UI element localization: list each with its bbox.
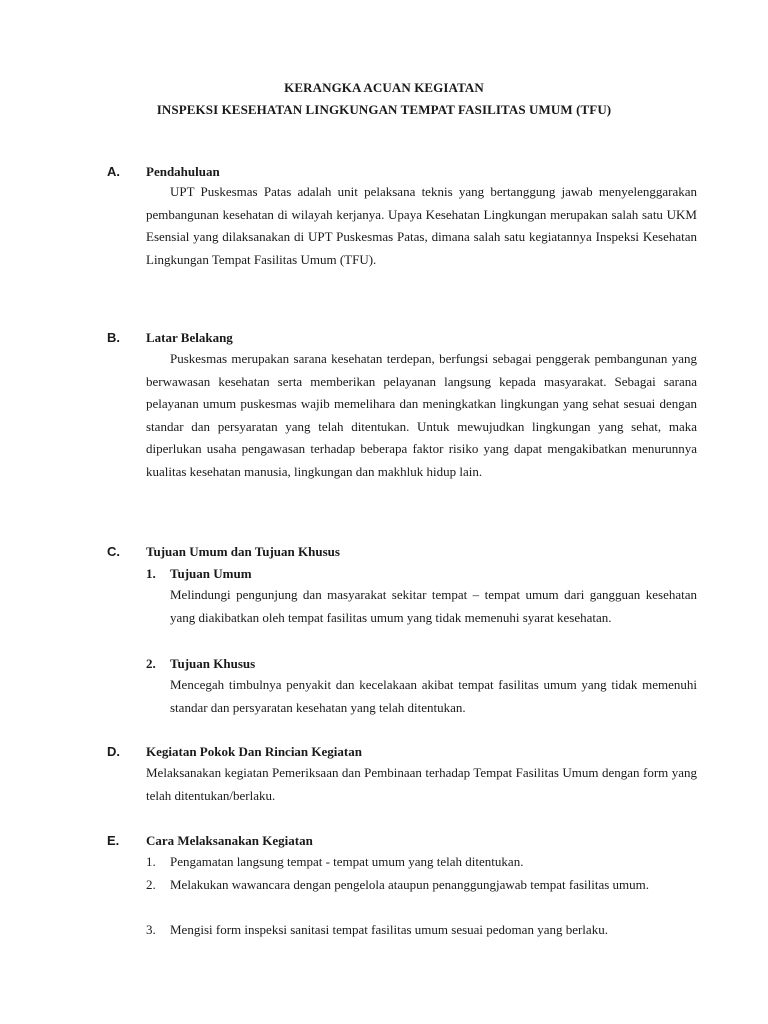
- subsection-title: Tujuan Umum: [170, 566, 252, 581]
- section-letter: A.: [107, 164, 120, 179]
- list-item: [146, 874, 697, 897]
- subsection-number: 2.: [146, 656, 156, 671]
- section-heading: Kegiatan Pokok Dan Rincian Kegiatan: [146, 744, 362, 759]
- list-text: Pengamatan langsung tempat - tempat umum yang telah ditentukan.: [170, 854, 524, 869]
- subsection-body: Melindungi pengunjung dan masyarakat sekitar tempat – tempat umum dari gangguan kesehatan yang diakibatkan oleh tempat fasilitas umum yang tidak memenuhi syarat kesehatan.: [170, 587, 697, 625]
- list-text: Melakukan wawancara dengan pengelola ataupun penanggungjawab tempat fasilitas umum.: [170, 877, 650, 892]
- section-letter: D.: [107, 744, 120, 759]
- section-letter: C.: [107, 544, 120, 559]
- document-subtitle: INSPEKSI KESEHATAN LINGKUNGAN TEMPAT FASILITAS UMUM (TFU): [156, 102, 612, 117]
- section-body: Melaksanakan kegiatan Pemeriksaan dan Pembinaan terhadap Tempat Fasilitas Umum dengan form yang telah ditentukan/berlaku.: [146, 765, 697, 803]
- list-number: 3.: [146, 922, 156, 937]
- section-heading: Pendahuluan: [146, 164, 220, 179]
- section-heading: Tujuan Umum dan Tujuan Khusus: [146, 544, 340, 559]
- section-heading: Cara Melaksanakan Kegiatan: [146, 833, 313, 848]
- document-title: KERANGKA ACUAN KEGIATAN: [284, 80, 484, 95]
- list-number: 1.: [146, 854, 156, 869]
- list-item: [146, 919, 697, 942]
- section-letter: B.: [107, 330, 120, 345]
- list-text: Mengisi form inspeksi sanitasi tempat fasilitas umum sesuai pedoman yang berlaku.: [170, 922, 608, 937]
- list-number: 2.: [146, 877, 156, 892]
- section-letter: E.: [107, 833, 120, 848]
- section-body: UPT Puskesmas Patas adalah unit pelaksana teknis yang bertanggung jawab menyelenggarakan pembangunan kesehatan di wilayah kerjanya. Upaya Kesehatan Lingkungan merupakan salah satu UKM Esensial yang dilaksanakan di UPT Puskesmas Patas, dimana salah satu kegiatannya Inspeksi Kesehatan Lingkungan Tempat Fasilitas Umum (TFU).: [146, 184, 697, 267]
- section-body: Puskesmas merupakan sarana kesehatan terdepan, berfungsi sebagai penggerak pembangunan yang berwawasan kesehatan serta memberikan pelayanan langsung kepada masyarakat. Sebagai sarana pelayanan umum puskesmas wajib memelihara dan meningkatkan lingkungan yang sehat sesuai dengan standar dan persyaratan yang telah ditentukan. Untuk mewujudkan lingkungan yang sehat, maka diperlukan usaha pengawasan terhadap beberapa faktor risiko yang dapat mengakibatkan menurunnya kualitas kesehatan manusia, lingkungan dan makhluk hidup lain.: [146, 351, 697, 479]
- list-item: [146, 851, 697, 874]
- subsection-number: 1.: [146, 566, 156, 581]
- subsection-body: Mencegah timbulnya penyakit dan kecelakaan akibat tempat fasilitas umum yang tidak memenuhi standar dan persyaratan kesehatan yang telah ditentukan.: [170, 677, 697, 715]
- section-heading: Latar Belakang: [146, 330, 233, 345]
- subsection-title: Tujuan Khusus: [170, 656, 256, 671]
